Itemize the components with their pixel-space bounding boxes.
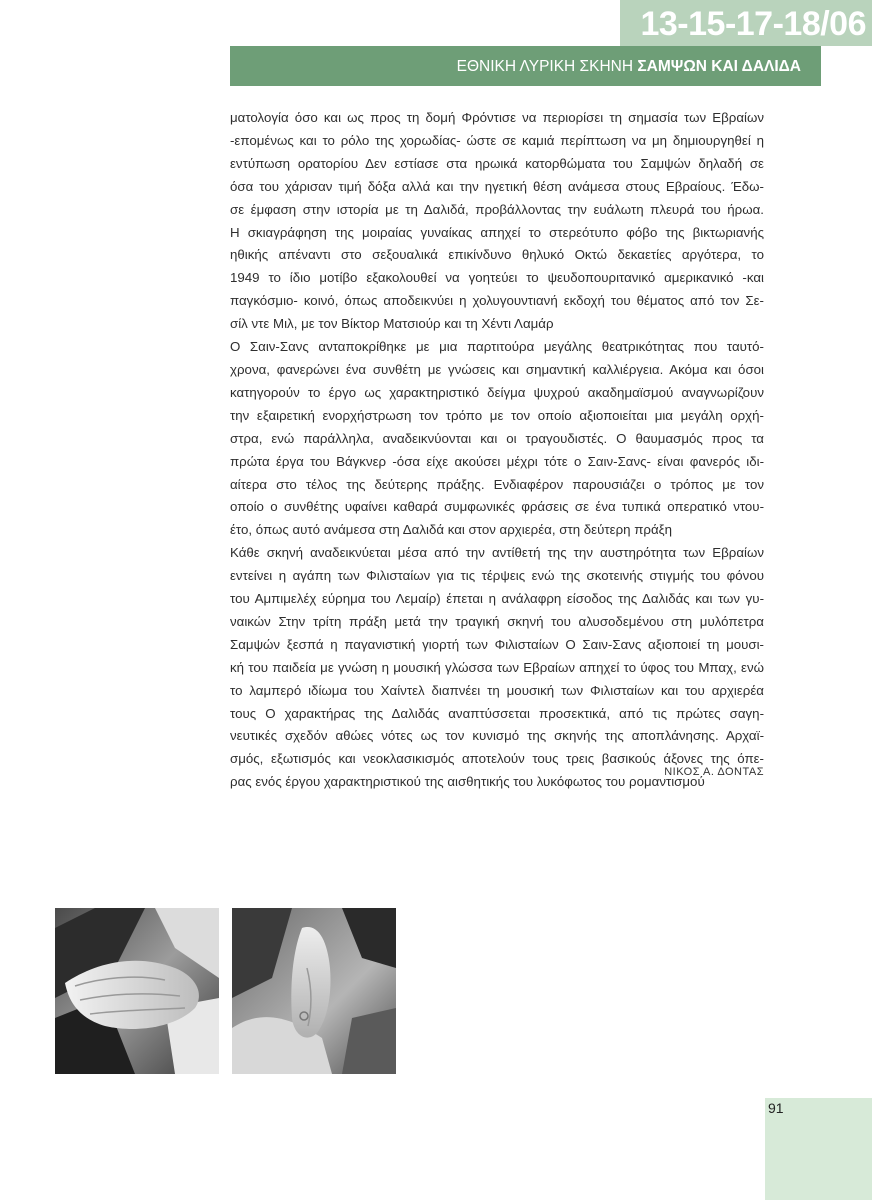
text-line: 1949 το ίδιο μοτίβο εξακολουθεί να γοητεύει το ψευδοπουριτανικό αμερικανικό -και (230, 270, 764, 286)
text-line: σίλ ντε Μιλ, με τον Βίκτορ Ματσιούρ και τη Χέντι Λαμάρ (230, 316, 554, 332)
text-line: Κάθε σκηνή αναδεικνύεται μέσα από την αντίθετή της την αυστηρότητα των Εβραίων (230, 545, 764, 561)
text-line: ναικών Στην τρίτη πράξη μετά την τραγική σκηνή του αλυσοδεμένου στη μυλόπετρα (230, 613, 764, 629)
text-line: ματολογία όσο και ως προς τη δομή Φρόντισε να περιορίσει τη σημασία των Εβραίων (230, 110, 764, 125)
text-line: χρονα, φανερώνει ένα συνθέτη με γνώσεις και σημαντική καλλιέργεια. Ακόμα και όσοι (230, 361, 764, 377)
text-line: εντείνει η αγάπη των Φιλισταίων για τις τέρψεις ενώ της σκοτεινής στιγμής του φόνου (230, 568, 764, 584)
text-line: σμός, εξωτισμός και νεοκλασικισμός αποτελούν τους τρεις βασικούς άξονες της όπε- (230, 751, 764, 767)
author-signature: ΝΙΚΟΣ Α. ΔΟΝΤΑΣ (664, 766, 764, 778)
text-line: Σαμψών ξεσπά η παγανιστική γιορτή των Φιλισταίων Ο Σαιν-Σανς αξιοποιεί τη μουσι- (230, 636, 764, 652)
text-line: όσα του χάρισαν τιμή δόξα αλλά και την ηγετική θέση ανάμεσα στους Εβραίους. Έδω- (230, 178, 764, 194)
text-line: σε έμφαση στην ιστορία με τη Δαλιδά, προβάλλοντας την ευάλωτη πλευρά του ήρωα. (230, 201, 764, 217)
text-line: στρα, ενώ παράλληλα, αναδεικνύονται και οι τραγουδιστές. Ο θαυμασμός προς τα (230, 430, 764, 446)
text-line: έτο, όπως αυτό ανάμεσα στη Δαλιδά και στον αρχιερέα, στη δεύτερη πράξη (230, 522, 672, 538)
text-line: εντύπωση ορατορίου Δεν εστίασε στα ηρωικά κατορθώματα του Σαμψών δηλαδή σε (230, 155, 764, 171)
text-line: πρώτα έργα του Βάγκνερ -όσα είχε ακούσει μέχρι τότε ο Σαιν-Σανς- είναι φανερός ιδι- (230, 453, 764, 469)
text-line: οποίο ο συνθέτης υφαίνει καθαρά συμφωνικές φράσεις σε ένα τυπικά οπερατικό ντου- (230, 499, 764, 515)
text-line: Η σκιαγράφηση της μοιραίας γυναίκας απηχεί το στερεότυπο φόβο της βικτωριανής (230, 224, 764, 240)
title-prefix: ΕΘΝΙΚΗ ΛΥΡΙΚΗ ΣΚΗΝΗ (456, 58, 634, 75)
text-line: τους Ο χαρακτήρας της Δαλιδάς αναπτύσσεται προσεκτικά, από τις πρώτες σαγη- (230, 705, 764, 721)
text-line: του Αμπιμελέχ εύρημα του Λεμαίρ) έπεται η ανάλαφρη είσοδος της Δαλιδάς και των γυ- (230, 591, 764, 607)
text-line: νευτικές σχεδόν αθώες νότες ως τον κυνισμό της σκηνής της αποπλάνησης. Αρχαϊ- (230, 728, 764, 744)
photo-hand-right (232, 908, 396, 1074)
text-line: την εξαιρετική ενορχήστρωση τον τρόπο με τον οποίο αξιοποιείται μια μεγάλη ορχή- (230, 407, 764, 423)
page-number: 91 (768, 1100, 784, 1116)
section-title-bar (230, 46, 821, 86)
text-line: ρας ενός έργου χαρακτηριστικού της αισθητικής του λυκόφωτος του ρομαντισμού (230, 774, 705, 790)
performance-dates: 13-15-17-18/06 (620, 0, 872, 46)
text-line: -επομένως και το ρόλο της χορωδίας- ώστε σε καμιά περίπτωση να μη δημιουργηθεί η (230, 132, 764, 148)
text-line: αίτερα στο τέλος της δεύτερης πράξης. Ενδιαφέρον παρουσιάζει ο τρόπος με τον (230, 476, 764, 492)
text-line: κατηγορούν το έργο ως χαρακτηριστικό δείγμα ψυχρού ακαδημαϊσμού αναγνωρίζουν (230, 384, 764, 400)
photo-hand-left (55, 908, 219, 1074)
title-opera-name: ΣΑΜΨΩΝ ΚΑΙ ΔΑΛΙΔΑ (637, 58, 801, 75)
text-line: Ο Σαιν-Σανς ανταποκρίθηκε με μια παρτιτούρα μεγάλης θεατρικότητας που ταυτό- (230, 339, 764, 355)
text-line: ηθικής απέναντι στο σεξουαλικά επικίνδυνο θηλυκό Οκτώ δεκαετίες αργότερα, το (230, 247, 764, 263)
text-line: παγκόσμιο- κοινό, όπως αποδεικνύει η χολυγουντιανή εκδοχή του θέματος από τον Σε- (230, 293, 764, 309)
text-line: κή του παιδεία με γνώση η μουσική γλώσσα των Εβραίων απηχεί το ύφος του Μπαχ, ενώ (230, 659, 764, 675)
text-line: το λαμπερό ιδίωμα του Χαίντελ διαπνέει τη μουσική των Φιλισταίων και του αρχιερέα (230, 682, 764, 698)
article-body (230, 107, 764, 794)
